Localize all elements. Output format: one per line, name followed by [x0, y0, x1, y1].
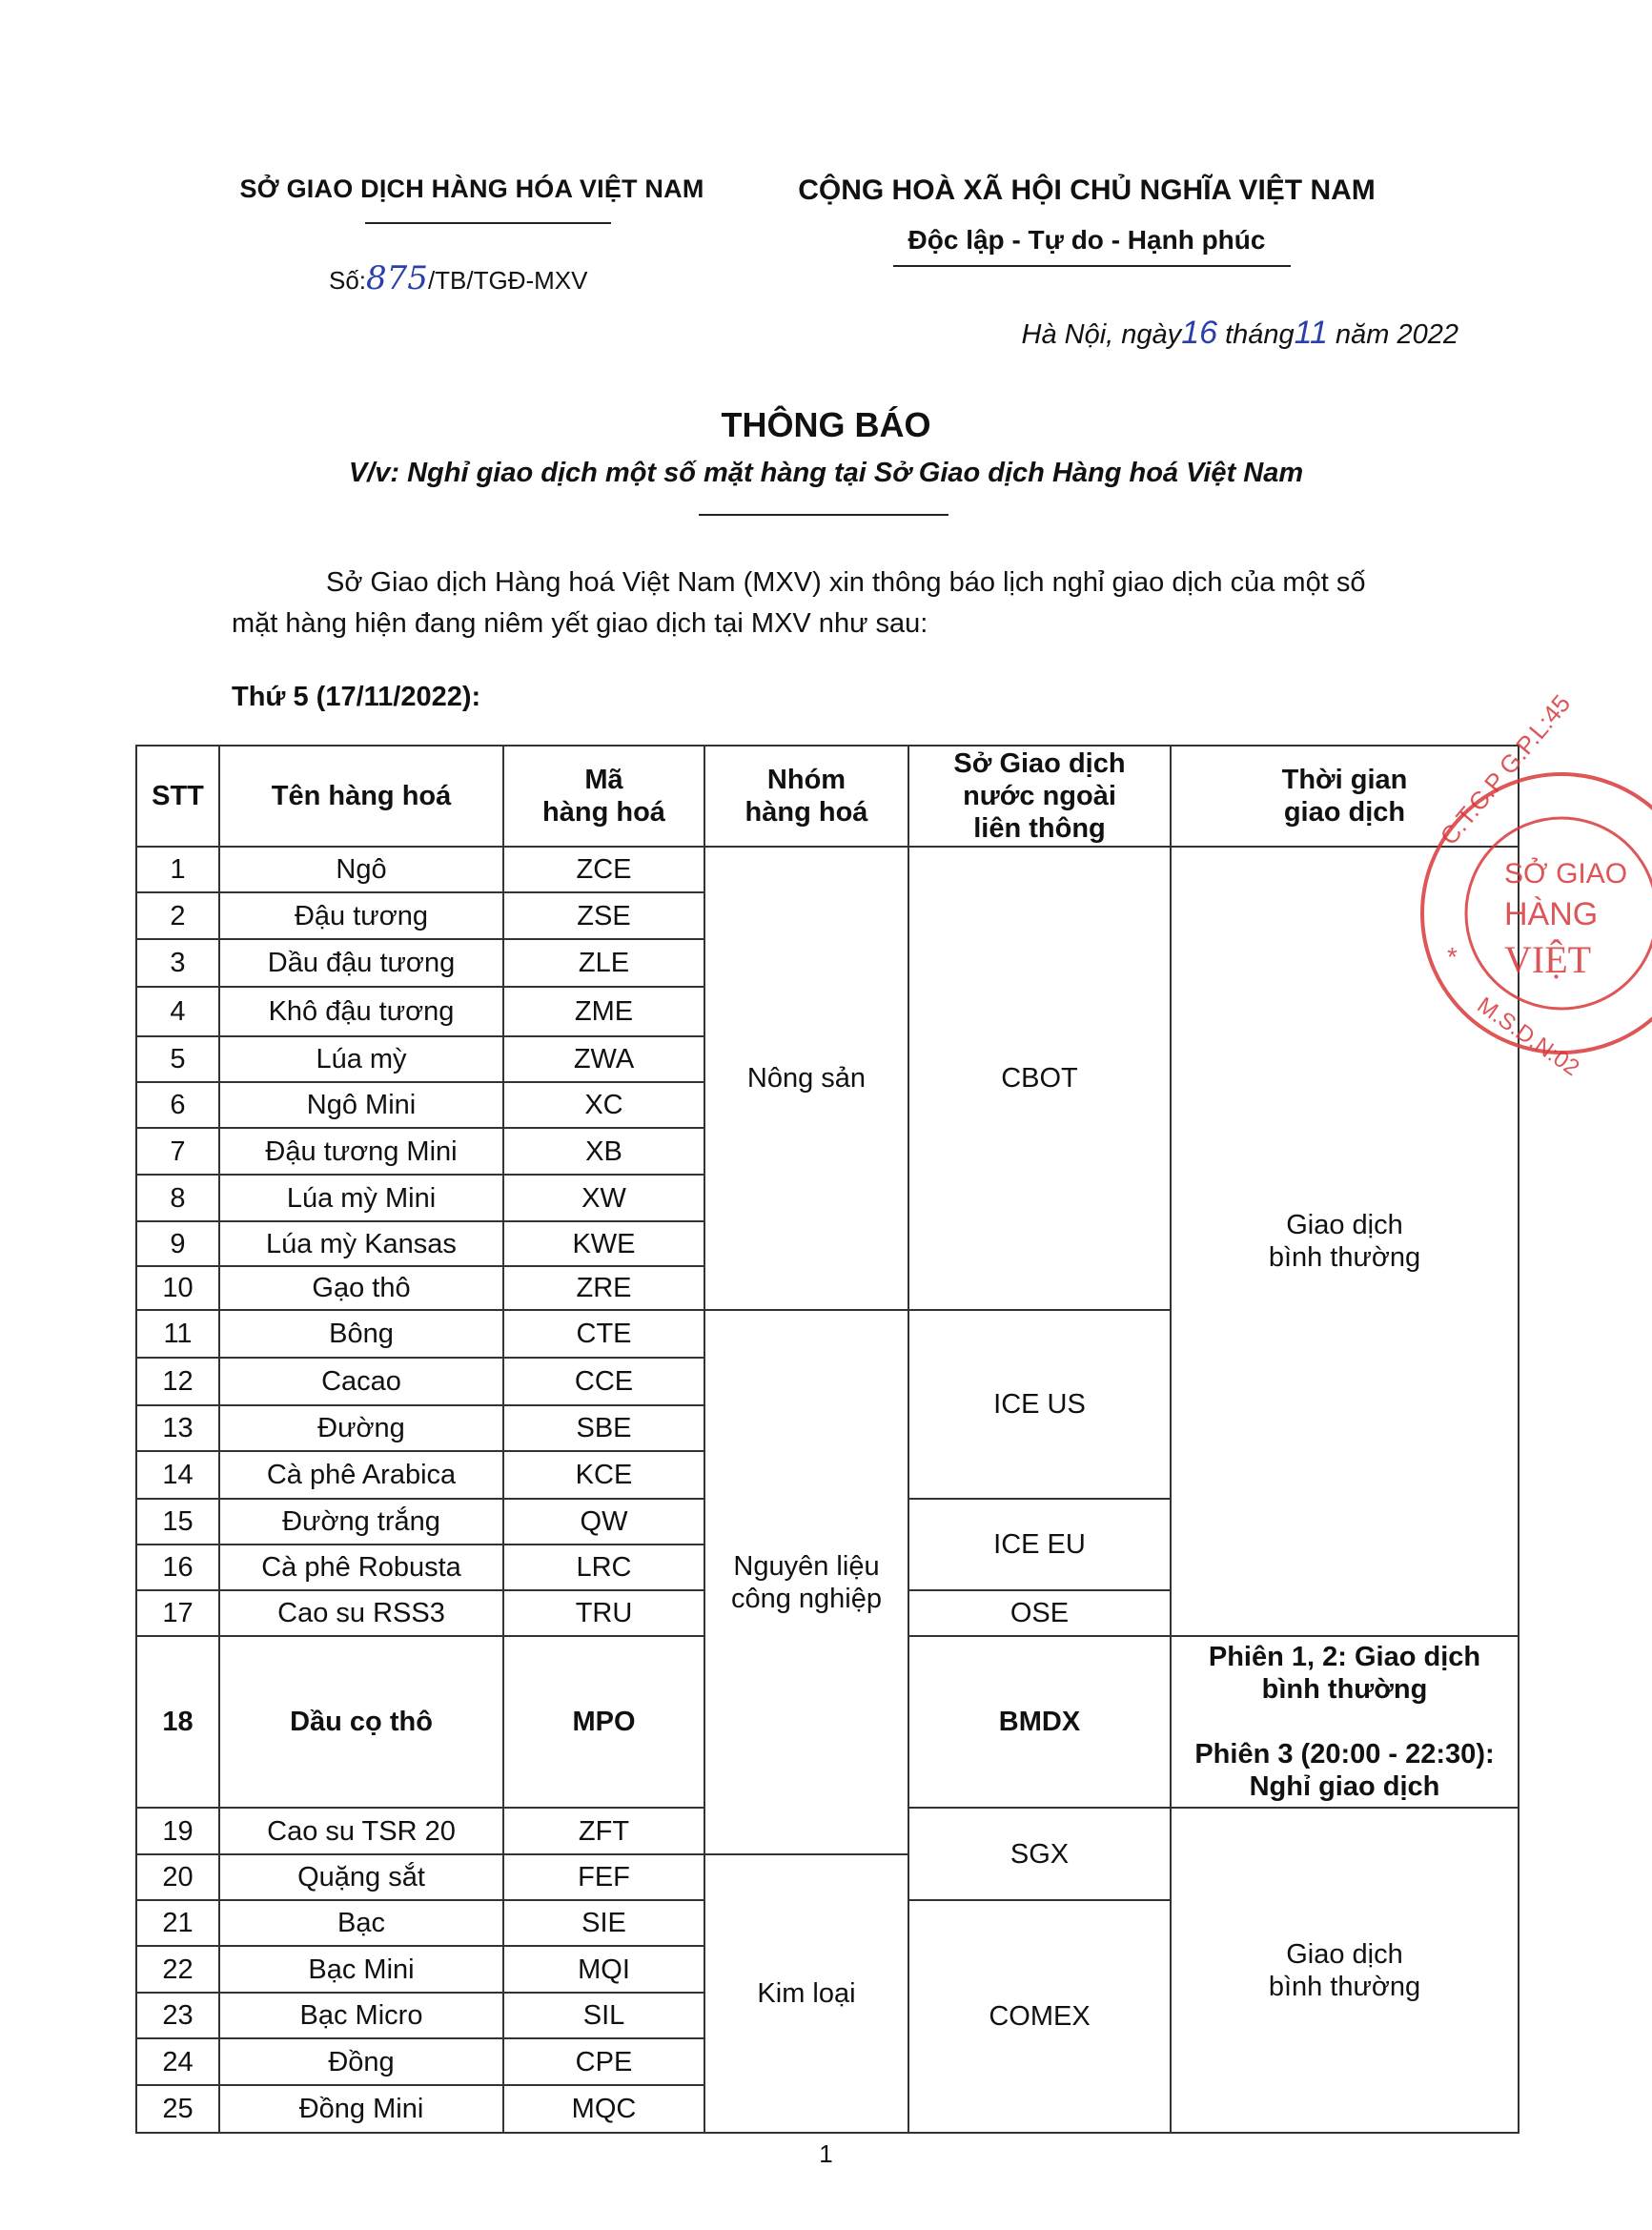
cell-name: Lúa mỳ Mini [219, 1175, 503, 1221]
cell-stt: 20 [136, 1854, 219, 1900]
cell-code: SBE [503, 1405, 704, 1451]
cell-name: Ngô [219, 847, 503, 892]
organization-name: SỞ GIAO DỊCH HÀNG HÓA VIỆT NAM [239, 174, 704, 203]
cell-time-normal-a: Giao dịch bình thường [1171, 847, 1519, 1636]
cell-code: TRU [503, 1590, 704, 1636]
cell-exchange-sgx: SGX [908, 1808, 1171, 1900]
cell-name: Quặng sắt [219, 1854, 503, 1900]
cell-code: MPO [503, 1636, 704, 1808]
cell-code: SIE [503, 1900, 704, 1946]
cell-stt: 8 [136, 1175, 219, 1221]
subject-underline [699, 514, 948, 516]
cell-stt: 16 [136, 1545, 219, 1590]
month-handwritten: 11 [1294, 315, 1328, 351]
cell-time-normal-b: Giao dịch bình thường [1171, 1808, 1519, 2133]
cell-name: Bông [219, 1310, 503, 1358]
cell-name: Cao su TSR 20 [219, 1808, 503, 1854]
cell-stt: 1 [136, 847, 219, 892]
cell-code: CTE [503, 1310, 704, 1358]
cell-name: Đồng [219, 2038, 503, 2085]
cell-name: Cao su RSS3 [219, 1590, 503, 1636]
header-time: Thời gian giao dịch [1171, 746, 1519, 847]
svg-text:SỞ GIAO: SỞ GIAO [1504, 858, 1628, 890]
cell-stt: 5 [136, 1036, 219, 1082]
schedule-table [135, 745, 1519, 2134]
motto: Độc lập - Tự do - Hạnh phúc [908, 225, 1266, 255]
cell-stt: 6 [136, 1082, 219, 1128]
cell-exchange-ice-eu: ICE EU [908, 1499, 1171, 1590]
cell-code: MQC [503, 2085, 704, 2133]
cell-name: Đậu tương [219, 892, 503, 939]
day-handwritten: 16 [1181, 315, 1218, 351]
cell-stt: 2 [136, 892, 219, 939]
motto-underline [893, 265, 1291, 267]
cell-code: ZFT [503, 1808, 704, 1854]
cell-stt: 23 [136, 1993, 219, 2038]
document-subject: V/v: Nghỉ giao dịch một số mặt hàng tại Sở Giao dịch Hàng hoá Việt Nam [348, 458, 1304, 488]
cell-name: Đồng Mini [219, 2085, 503, 2133]
cell-code: XW [503, 1175, 704, 1221]
cell-group-metal: Kim loại [704, 1854, 908, 2133]
month-prefix: tháng [1217, 319, 1295, 350]
header-group: Nhóm hàng hoá [704, 746, 908, 847]
cell-stt: 21 [136, 1900, 219, 1946]
cell-name: Đậu tương Mini [219, 1128, 503, 1175]
header-name: Tên hàng hoá [219, 746, 503, 847]
cell-name: Cà phê Robusta [219, 1545, 503, 1590]
place-prefix: Hà Nội, ngày [1021, 319, 1182, 350]
cell-code: SIL [503, 1993, 704, 2038]
document-title: THÔNG BÁO [721, 405, 931, 444]
cell-stt: 19 [136, 1808, 219, 1854]
cell-code: XC [503, 1082, 704, 1128]
cell-group-agri: Nông sản [704, 847, 908, 1310]
cell-stt: 24 [136, 2038, 219, 2085]
cell-name: Bạc Micro [219, 1993, 503, 2038]
cell-code: XB [503, 1128, 704, 1175]
header-code: Mã hàng hoá [503, 746, 704, 847]
cell-code: FEF [503, 1854, 704, 1900]
cell-stt: 14 [136, 1451, 219, 1499]
cell-name: Cà phê Arabica [219, 1451, 503, 1499]
company-seal-stamp [1409, 688, 1638, 1082]
cell-name: Bạc [219, 1900, 503, 1946]
svg-text:C.T.C.P G.P.L:45: C.T.C.P G.P.L:45 [1434, 688, 1577, 850]
cell-name: Lúa mỳ [219, 1036, 503, 1082]
cell-name: Đường trắng [219, 1499, 503, 1545]
cell-stt: 10 [136, 1266, 219, 1310]
cell-name: Dầu cọ thô [219, 1636, 503, 1808]
cell-stt: 7 [136, 1128, 219, 1175]
cell-code: ZRE [503, 1266, 704, 1310]
cell-stt: 4 [136, 987, 219, 1036]
cell-stt: 25 [136, 2085, 219, 2133]
cell-code: ZWA [503, 1036, 704, 1082]
table-row [136, 847, 1519, 892]
cell-exchange-bmdx: BMDX [908, 1636, 1171, 1808]
doc-no-handwritten: 875 [366, 259, 428, 297]
place-date [972, 315, 1458, 352]
cell-stt: 17 [136, 1590, 219, 1636]
cell-code: ZME [503, 987, 704, 1036]
nation-title: CỘNG HOÀ XÃ HỘI CHỦ NGHĨA VIỆT NAM [798, 174, 1376, 206]
header-exchange: Sở Giao dịch nước ngoài liên thông [908, 746, 1171, 847]
svg-text:HÀNG: HÀNG [1504, 896, 1599, 932]
document-number [329, 259, 588, 297]
cell-code: KWE [503, 1221, 704, 1266]
cell-name: Đường [219, 1405, 503, 1451]
cell-exchange-comex: COMEX [908, 1900, 1171, 2133]
intro-line-1: Sở Giao dịch Hàng hoá Việt Nam (MXV) xin thông báo lịch nghỉ giao dịch của một số [326, 567, 1366, 598]
cell-name: Lúa mỳ Kansas [219, 1221, 503, 1266]
cell-time-bmdx: Phiên 1, 2: Giao dịch bình thường Phiên 3 (20:00 - 22:30): Nghỉ giao dịch [1171, 1636, 1519, 1808]
cell-code: KCE [503, 1451, 704, 1499]
table-header-row [136, 746, 1519, 847]
cell-name: Ngô Mini [219, 1082, 503, 1128]
svg-text:VIỆT: VIỆT [1504, 938, 1592, 981]
cell-exchange-cbot: CBOT [908, 847, 1171, 1310]
cell-code: MQI [503, 1946, 704, 1993]
cell-code: QW [503, 1499, 704, 1545]
doc-no-suffix: /TB/TGĐ-MXV [427, 266, 588, 295]
page-number: 1 [819, 2139, 833, 2168]
cell-code: ZLE [503, 939, 704, 987]
cell-stt: 3 [136, 939, 219, 987]
svg-text:M.S.D.N:02: M.S.D.N:02 [1472, 992, 1584, 1082]
organization-underline [365, 222, 611, 224]
cell-name: Gạo thô [219, 1266, 503, 1310]
year-text: năm 2022 [1327, 319, 1458, 350]
cell-name: Bạc Mini [219, 1946, 503, 1993]
cell-code: LRC [503, 1545, 704, 1590]
doc-no-prefix: Số: [329, 266, 367, 295]
cell-code: CPE [503, 2038, 704, 2085]
cell-exchange-ice-us: ICE US [908, 1310, 1171, 1499]
intro-line-2: mặt hàng hiện đang niêm yết giao dịch tại MXV như sau: [232, 608, 928, 639]
cell-stt: 11 [136, 1310, 219, 1358]
svg-text:*: * [1447, 942, 1458, 972]
day-heading: Thứ 5 (17/11/2022): [232, 682, 481, 712]
cell-code: CCE [503, 1358, 704, 1405]
cell-stt: 15 [136, 1499, 219, 1545]
cell-stt: 12 [136, 1358, 219, 1405]
cell-code: ZSE [503, 892, 704, 939]
cell-name: Cacao [219, 1358, 503, 1405]
header-stt: STT [136, 746, 219, 847]
cell-exchange-ose: OSE [908, 1590, 1171, 1636]
cell-group-industrial: Nguyên liệu công nghiệp [704, 1310, 908, 1854]
cell-name: Khô đậu tương [219, 987, 503, 1036]
cell-name: Dầu đậu tương [219, 939, 503, 987]
cell-stt: 13 [136, 1405, 219, 1451]
cell-stt: 9 [136, 1221, 219, 1266]
cell-stt: 18 [136, 1636, 219, 1808]
cell-code: ZCE [503, 847, 704, 892]
cell-stt: 22 [136, 1946, 219, 1993]
